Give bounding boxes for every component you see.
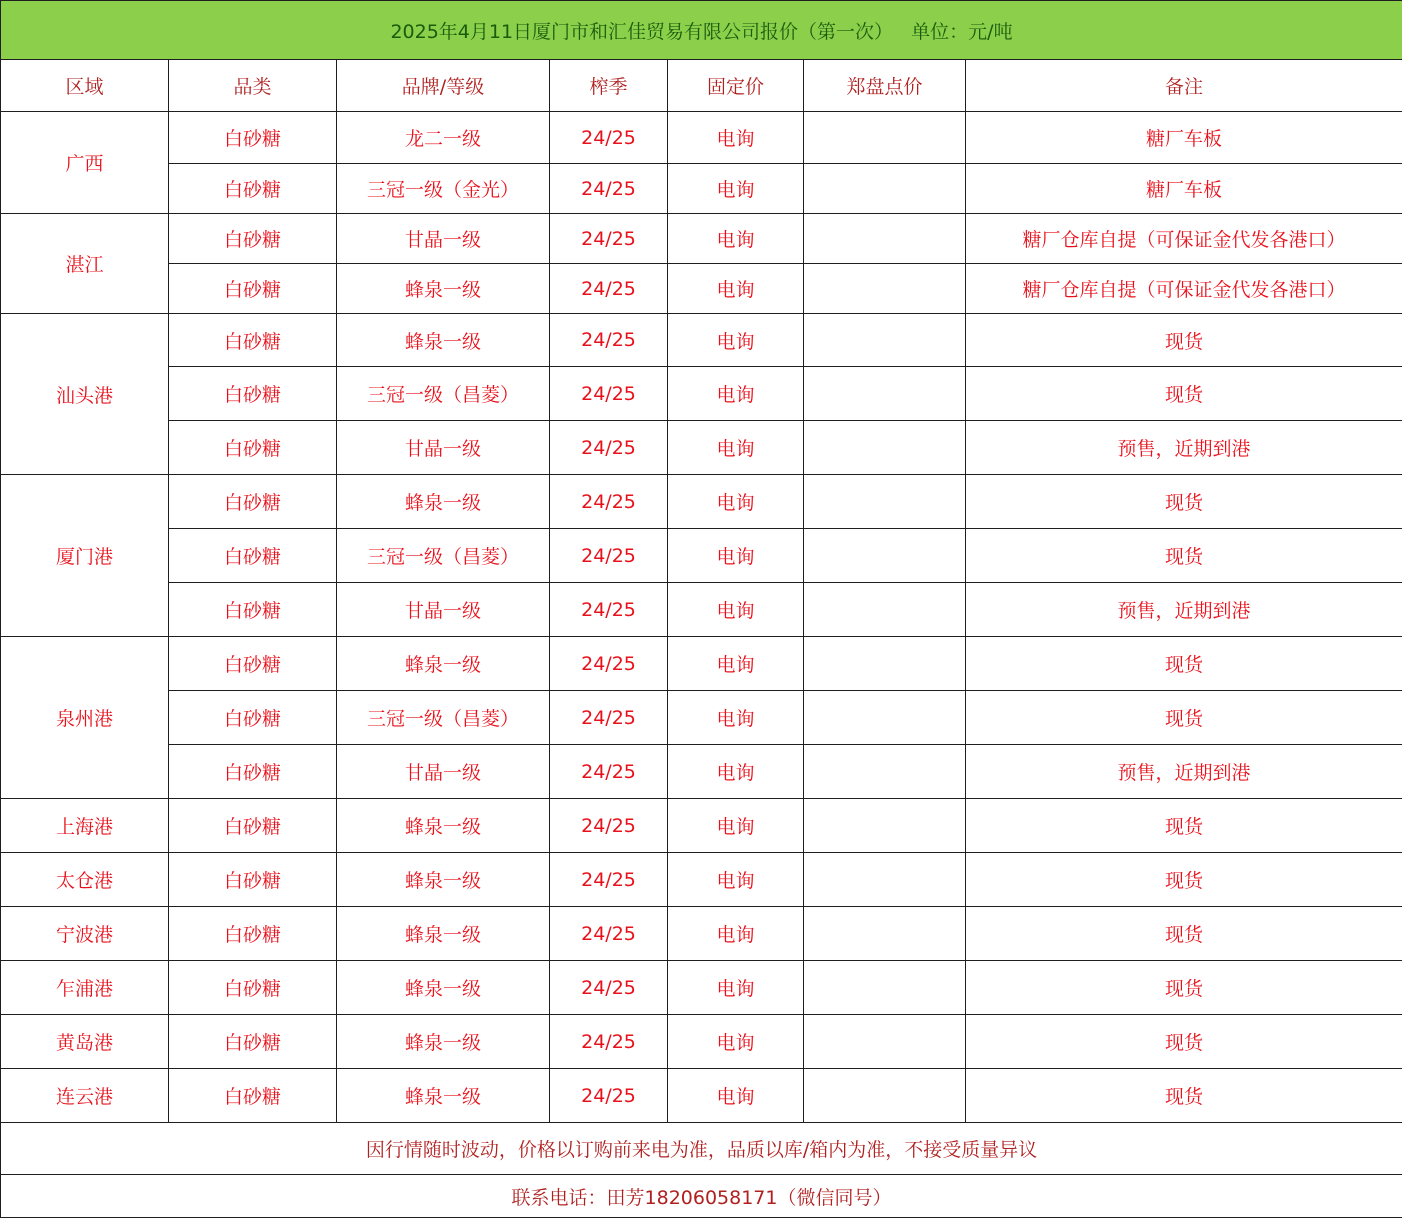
region-cell: 泉州港 bbox=[1, 637, 169, 799]
zheng-price-cell bbox=[804, 314, 966, 367]
brand-grade-cell: 甘晶一级 bbox=[337, 745, 550, 799]
season-cell: 24/25 bbox=[550, 799, 668, 853]
brand-grade-cell: 蜂泉一级 bbox=[337, 637, 550, 691]
table-row bbox=[1, 264, 1402, 314]
season-cell: 24/25 bbox=[550, 214, 668, 264]
fixed-price-cell: 电询 bbox=[668, 421, 804, 475]
season-cell: 24/25 bbox=[550, 583, 668, 637]
category-cell: 白砂糖 bbox=[169, 637, 337, 691]
zheng-price-cell bbox=[804, 1069, 966, 1123]
season-cell: 24/25 bbox=[550, 1015, 668, 1069]
table-row bbox=[1, 475, 1402, 529]
header-season: 榨季 bbox=[550, 60, 668, 112]
table-row bbox=[1, 853, 1402, 907]
fixed-price-cell: 电询 bbox=[668, 264, 804, 314]
brand-grade-cell: 龙二一级 bbox=[337, 112, 550, 164]
contact-text: 联系电话：田芳18206058171（微信同号） bbox=[1, 1175, 1402, 1218]
note-cell: 现货 bbox=[966, 314, 1402, 367]
header-zheng-price: 郑盘点价 bbox=[804, 60, 966, 112]
season-cell: 24/25 bbox=[550, 264, 668, 314]
fixed-price-cell: 电询 bbox=[668, 637, 804, 691]
season-cell: 24/25 bbox=[550, 637, 668, 691]
brand-grade-cell: 蜂泉一级 bbox=[337, 1015, 550, 1069]
note-cell: 现货 bbox=[966, 961, 1402, 1015]
category-cell: 白砂糖 bbox=[169, 1015, 337, 1069]
season-cell: 24/25 bbox=[550, 367, 668, 421]
table-row bbox=[1, 1015, 1402, 1069]
fixed-price-cell: 电询 bbox=[668, 1069, 804, 1123]
category-cell: 白砂糖 bbox=[169, 214, 337, 264]
note-cell: 糖厂仓库自提（可保证金代发各港口） bbox=[966, 214, 1402, 264]
brand-grade-cell: 蜂泉一级 bbox=[337, 907, 550, 961]
category-cell: 白砂糖 bbox=[169, 961, 337, 1015]
brand-grade-cell: 蜂泉一级 bbox=[337, 799, 550, 853]
table-row bbox=[1, 637, 1402, 691]
category-cell: 白砂糖 bbox=[169, 264, 337, 314]
category-cell: 白砂糖 bbox=[169, 907, 337, 961]
note-cell: 糖厂车板 bbox=[966, 164, 1402, 214]
disclaimer-text: 因行情随时波动，价格以订购前来电为准，品质以库/箱内为准，不接受质量异议 bbox=[1, 1123, 1402, 1175]
fixed-price-cell: 电询 bbox=[668, 314, 804, 367]
zheng-price-cell bbox=[804, 367, 966, 421]
fixed-price-cell: 电询 bbox=[668, 907, 804, 961]
brand-grade-cell: 三冠一级（昌菱） bbox=[337, 691, 550, 745]
zheng-price-cell bbox=[804, 214, 966, 264]
category-cell: 白砂糖 bbox=[169, 314, 337, 367]
zheng-price-cell bbox=[804, 745, 966, 799]
brand-grade-cell: 三冠一级（昌菱） bbox=[337, 529, 550, 583]
note-cell: 糖厂仓库自提（可保证金代发各港口） bbox=[966, 264, 1402, 314]
note-cell: 糖厂车板 bbox=[966, 112, 1402, 164]
table-row bbox=[1, 691, 1402, 745]
note-cell: 现货 bbox=[966, 529, 1402, 583]
region-cell: 厦门港 bbox=[1, 475, 169, 637]
category-cell: 白砂糖 bbox=[169, 529, 337, 583]
note-cell: 现货 bbox=[966, 691, 1402, 745]
region-cell: 连云港 bbox=[1, 1069, 169, 1123]
table-row bbox=[1, 112, 1402, 164]
region-cell: 汕头港 bbox=[1, 314, 169, 475]
header-region: 区域 bbox=[1, 60, 169, 112]
region-cell: 上海港 bbox=[1, 799, 169, 853]
fixed-price-cell: 电询 bbox=[668, 214, 804, 264]
table-row bbox=[1, 164, 1402, 214]
header-category: 品类 bbox=[169, 60, 337, 112]
table-row bbox=[1, 367, 1402, 421]
note-cell: 预售，近期到港 bbox=[966, 583, 1402, 637]
header-brand-grade: 品牌/等级 bbox=[337, 60, 550, 112]
header-fixed-price: 固定价 bbox=[668, 60, 804, 112]
note-cell: 现货 bbox=[966, 637, 1402, 691]
region-cell: 湛江 bbox=[1, 214, 169, 314]
season-cell: 24/25 bbox=[550, 421, 668, 475]
fixed-price-cell: 电询 bbox=[668, 529, 804, 583]
region-cell: 乍浦港 bbox=[1, 961, 169, 1015]
brand-grade-cell: 蜂泉一级 bbox=[337, 264, 550, 314]
fixed-price-cell: 电询 bbox=[668, 112, 804, 164]
zheng-price-cell bbox=[804, 529, 966, 583]
zheng-price-cell bbox=[804, 475, 966, 529]
season-cell: 24/25 bbox=[550, 853, 668, 907]
title-row bbox=[1, 1, 1402, 60]
table-row bbox=[1, 1069, 1402, 1123]
zheng-price-cell bbox=[804, 421, 966, 475]
table-row bbox=[1, 214, 1402, 264]
header-note: 备注 bbox=[966, 60, 1402, 112]
note-cell: 现货 bbox=[966, 907, 1402, 961]
season-cell: 24/25 bbox=[550, 529, 668, 583]
zheng-price-cell bbox=[804, 1015, 966, 1069]
region-cell: 黄岛港 bbox=[1, 1015, 169, 1069]
category-cell: 白砂糖 bbox=[169, 475, 337, 529]
note-cell: 现货 bbox=[966, 853, 1402, 907]
season-cell: 24/25 bbox=[550, 1069, 668, 1123]
region-cell: 广西 bbox=[1, 112, 169, 214]
table-row bbox=[1, 583, 1402, 637]
brand-grade-cell: 蜂泉一级 bbox=[337, 853, 550, 907]
brand-grade-cell: 三冠一级（昌菱） bbox=[337, 367, 550, 421]
note-cell: 现货 bbox=[966, 475, 1402, 529]
note-cell: 现货 bbox=[966, 367, 1402, 421]
brand-grade-cell: 蜂泉一级 bbox=[337, 961, 550, 1015]
zheng-price-cell bbox=[804, 264, 966, 314]
brand-grade-cell: 甘晶一级 bbox=[337, 583, 550, 637]
category-cell: 白砂糖 bbox=[169, 745, 337, 799]
brand-grade-cell: 蜂泉一级 bbox=[337, 1069, 550, 1123]
fixed-price-cell: 电询 bbox=[668, 745, 804, 799]
zheng-price-cell bbox=[804, 164, 966, 214]
category-cell: 白砂糖 bbox=[169, 1069, 337, 1123]
note-cell: 现货 bbox=[966, 799, 1402, 853]
zheng-price-cell bbox=[804, 853, 966, 907]
table-row bbox=[1, 745, 1402, 799]
category-cell: 白砂糖 bbox=[169, 583, 337, 637]
fixed-price-cell: 电询 bbox=[668, 164, 804, 214]
zheng-price-cell bbox=[804, 583, 966, 637]
season-cell: 24/25 bbox=[550, 314, 668, 367]
fixed-price-cell: 电询 bbox=[668, 961, 804, 1015]
category-cell: 白砂糖 bbox=[169, 112, 337, 164]
fixed-price-cell: 电询 bbox=[668, 475, 804, 529]
season-cell: 24/25 bbox=[550, 164, 668, 214]
table-row bbox=[1, 314, 1402, 367]
header-row bbox=[1, 60, 1402, 112]
fixed-price-cell: 电询 bbox=[668, 853, 804, 907]
zheng-price-cell bbox=[804, 799, 966, 853]
disclaimer-row bbox=[1, 1123, 1402, 1175]
fixed-price-cell: 电询 bbox=[668, 367, 804, 421]
table-row bbox=[1, 421, 1402, 475]
table-row bbox=[1, 961, 1402, 1015]
brand-grade-cell: 蜂泉一级 bbox=[337, 475, 550, 529]
season-cell: 24/25 bbox=[550, 907, 668, 961]
brand-grade-cell: 甘晶一级 bbox=[337, 214, 550, 264]
table-row bbox=[1, 529, 1402, 583]
table-row bbox=[1, 907, 1402, 961]
season-cell: 24/25 bbox=[550, 961, 668, 1015]
contact-row bbox=[1, 1175, 1402, 1218]
brand-grade-cell: 甘晶一级 bbox=[337, 421, 550, 475]
fixed-price-cell: 电询 bbox=[668, 583, 804, 637]
fixed-price-cell: 电询 bbox=[668, 799, 804, 853]
region-cell: 宁波港 bbox=[1, 907, 169, 961]
season-cell: 24/25 bbox=[550, 475, 668, 529]
sheet-title: 2025年4月11日厦门市和汇佳贸易有限公司报价（第一次） 单位：元/吨 bbox=[1, 1, 1402, 60]
brand-grade-cell: 蜂泉一级 bbox=[337, 314, 550, 367]
fixed-price-cell: 电询 bbox=[668, 1015, 804, 1069]
zheng-price-cell bbox=[804, 691, 966, 745]
season-cell: 24/25 bbox=[550, 745, 668, 799]
zheng-price-cell bbox=[804, 961, 966, 1015]
note-cell: 预售，近期到港 bbox=[966, 421, 1402, 475]
category-cell: 白砂糖 bbox=[169, 853, 337, 907]
note-cell: 现货 bbox=[966, 1015, 1402, 1069]
note-cell: 现货 bbox=[966, 1069, 1402, 1123]
zheng-price-cell bbox=[804, 112, 966, 164]
zheng-price-cell bbox=[804, 907, 966, 961]
category-cell: 白砂糖 bbox=[169, 421, 337, 475]
note-cell: 预售，近期到港 bbox=[966, 745, 1402, 799]
season-cell: 24/25 bbox=[550, 691, 668, 745]
category-cell: 白砂糖 bbox=[169, 164, 337, 214]
table-row bbox=[1, 799, 1402, 853]
brand-grade-cell: 三冠一级（金光） bbox=[337, 164, 550, 214]
category-cell: 白砂糖 bbox=[169, 691, 337, 745]
category-cell: 白砂糖 bbox=[169, 799, 337, 853]
region-cell: 太仓港 bbox=[1, 853, 169, 907]
category-cell: 白砂糖 bbox=[169, 367, 337, 421]
fixed-price-cell: 电询 bbox=[668, 691, 804, 745]
zheng-price-cell bbox=[804, 637, 966, 691]
season-cell: 24/25 bbox=[550, 112, 668, 164]
